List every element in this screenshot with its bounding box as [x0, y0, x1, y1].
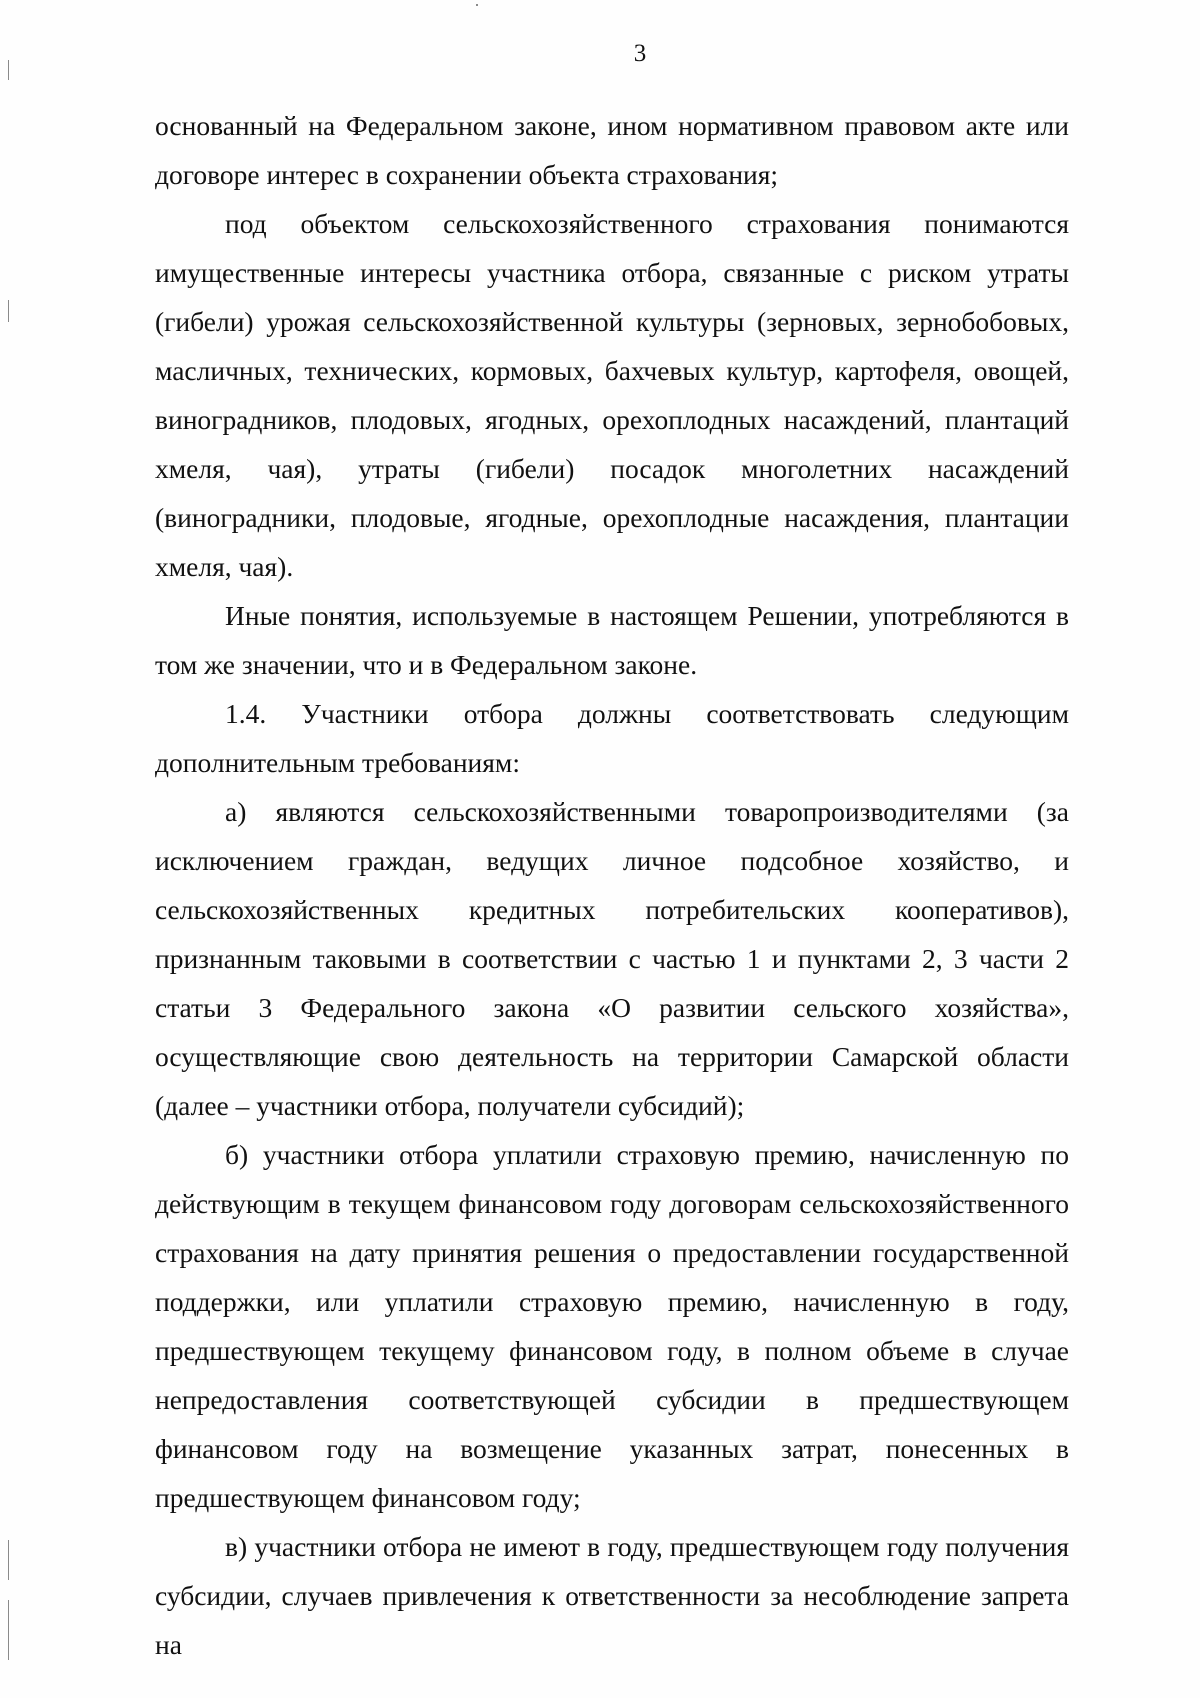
- paragraph: б) участники отбора уплатили страховую премию, начисленную по действующим в текущем финансовом году договорам сельскохозяйственного страхования на дату принятия решения о предоставлении государственной поддержки, или уплатили страховую премию, начисленную в году, предшествующем текущему финансовом году, в полном объеме в случае непредоставления соответствующей субсидии в предшествующем финансовом году на возмещение указанных затрат, понесенных в предшествующем финансовом году;: [155, 1139, 1069, 1513]
- scan-artifact: [8, 300, 9, 322]
- paragraph: 1.4. Участники отбора должны соответствовать следующим дополнительным требованиям:: [155, 698, 1069, 778]
- scan-artifact: [476, 4, 478, 6]
- page-number: 3: [633, 40, 647, 67]
- paragraph: под объектом сельскохозяйственного страхования понимаются имущественные интересы участника отбора, связанные с риском утраты (гибели) урожая сельскохозяйственной культуры (зерновых, зернобобовых, масличных, технических, кормовых, бахчевых культур, картофеля, овощей, виноградников, плодовых, ягодных, орехоплодных насаждений, плантаций хмеля, чая), утраты (гибели) посадок многолетних насаждений (виноградники, плодовые, ягодные, орехоплодные насаждения, плантации хмеля, чая).: [155, 208, 1069, 582]
- scan-artifact: [8, 60, 9, 80]
- document-body: [155, 101, 1069, 1669]
- scan-artifact: [8, 1600, 9, 1660]
- paragraph: Иные понятия, используемые в настоящем Решении, употребляются в том же значении, что и в Федеральном законе.: [155, 600, 1069, 680]
- paragraph: основанный на Федеральном законе, ином нормативном правовом акте или договоре интерес в сохранении объекта страхования;: [155, 110, 1069, 190]
- paragraph: в) участники отбора не имеют в году, предшествующем году получения субсидии, случаев привлечения к ответственности за несоблюдение запрета на: [155, 1531, 1069, 1660]
- paragraph: а) являются сельскохозяйственными товаропроизводителями (за исключением граждан, ведущих личное подсобное хозяйство, и сельскохозяйственных кредитных потребительских кооперативов), признанным таковыми в соответствии с частью 1 и пунктами 2, 3 части 2 статьи 3 Федерального закона «О развитии сельского хозяйства», осуществляющие свою деятельность на территории Самарской области (далее – участники отбора, получатели субсидий);: [155, 796, 1069, 1121]
- scan-artifact: [8, 1540, 9, 1580]
